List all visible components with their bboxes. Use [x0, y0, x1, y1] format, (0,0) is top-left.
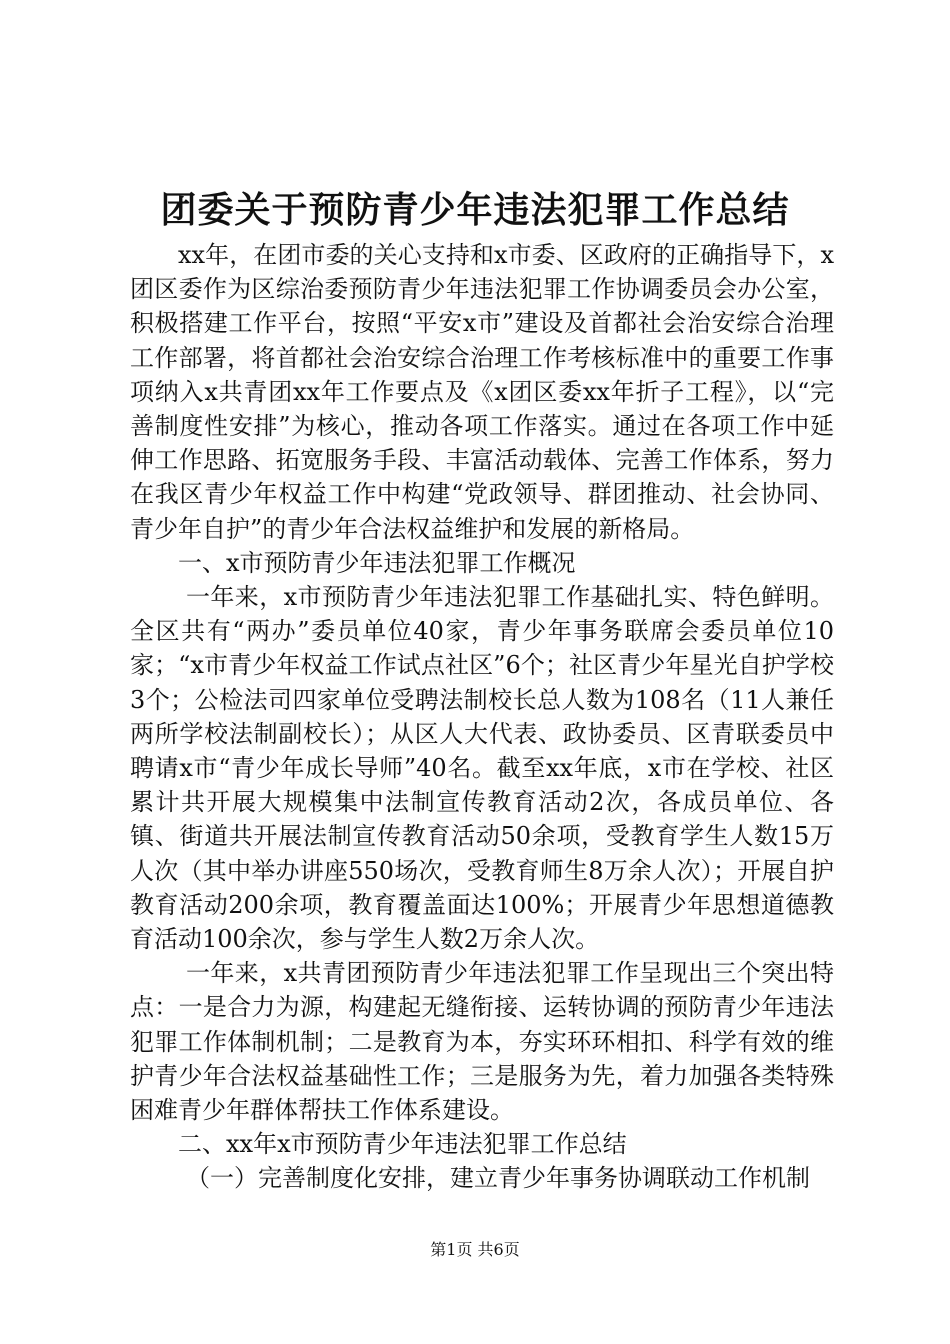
document-body [130, 238, 834, 1196]
subsection-heading-system: （一）完善制度化安排，建立青少年事务协调联动工作机制 [186, 1164, 810, 1193]
paragraph-features: 一年来，x共青团预防青少年违法犯罪工作呈现出三个突出特点：一是合力为源，构建起无缝衔接、运转协调的预防青少年违法犯罪工作体制机制；二是教育为本，夯实环环相扣、科学有效的维护青少年合法权益基础性工作；三是服务为先，着力加强各类特殊困难青少年群体帮扶工作体系建设。 [130, 959, 834, 1125]
document-title: 团委关于预防青少年违法犯罪工作总结 [160, 189, 790, 231]
section-heading-overview: 一、x市预防青少年违法犯罪工作概况 [178, 548, 576, 577]
paragraph-intro: xx年，在团市委的关心支持和x市委、区政府的正确指导下，x团区委作为区综治委预防青少年违法犯罪工作协调委员会办公室，积极搭建工作平台，按照“平安x市”建设及首都社会治安综合治理工作部署，将首都社会治安综合治理工作考核标准中的重要工作事项纳入x共青团xx年工作要点及《x团区委xx年折子工程》，以“完善制度性安排”为核心，推动各项工作落实。通过在各项工作中延伸工作思路、拓宽服务手段、丰富活动载体、完善工作体系，努力在我区青少年权益工作中构建“党政领导、群团推动、社会协同、青少年自护”的青少年合法权益维护和发展的新格局。 [130, 241, 834, 543]
page-number: 第1页 共6页 [430, 1240, 520, 1259]
paragraph-overview: 一年来，x市预防青少年违法犯罪工作基础扎实、特色鲜明。全区共有“两办”委员单位40家，青少年事务联席会委员单位10家；“x市青少年权益工作试点社区”6个；社区青少年星光自护学校3个；公检法司四家单位受聘法制校长总人数为108名（11人兼任两所学校法制副校长）；从区人大代表、政协委员、区青联委员中聘请x市“青少年成长导师”40名。截至xx年底，x市在学校、社区累计共开展大规模集中法制宣传教育活动2次，各成员单位、各镇、街道共开展法制宣传教育活动50余项，受教育学生人数15万人次（其中举办讲座550场次，受教育师生8万余人次）；开展自护教育活动200余项，教育覆盖面达100%；开展青少年思想道德教育活动100余次，参与学生人数2万余人次。 [130, 583, 834, 954]
section-heading-summary: 二、xx年x市预防青少年违法犯罪工作总结 [178, 1130, 627, 1159]
